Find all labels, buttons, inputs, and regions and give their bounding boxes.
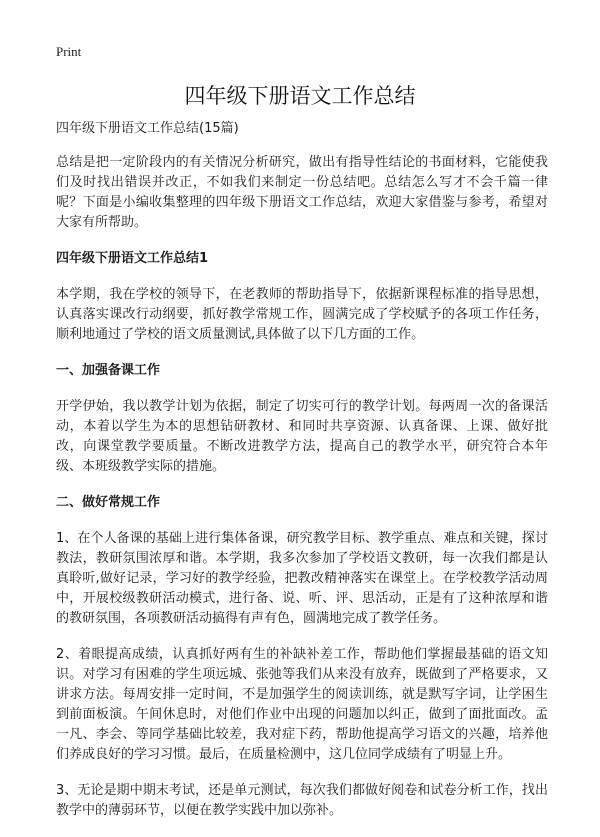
- page-title: 四年级下册语文工作总结: [184, 84, 416, 108]
- part2-heading: 二、做好常规工作: [56, 495, 161, 510]
- part1-heading: 一、加强备课工作: [56, 363, 161, 378]
- section-heading: 四年级下册语文工作总结1: [56, 251, 209, 266]
- part2-item-2: 2、着眼提高成绩，认真抓好两有生的补缺补差工作，帮助他们掌握最基础的语文知识。对学习有困难的学生项远城、张弛等我们从来没有放弃，既做到了严格要求，又讲求方法。每周安排一定时间，不是加强学生的阅读训练，就是默写字词，让学困生到前面板演。午间休息时，对他们作业中出现的问题加以纠正，做到了面批面改。孟一凡、李会、等同学基础比较差，我对症下药，帮助他提高学习语文的兴趣，培养他们养成良好的学习习惯。最后，在质量检测中，这几位同学成绩有了明显上升。: [56, 647, 548, 762]
- document-body: [56, 119, 548, 837]
- part1-paragraph: 开学伊始，我以教学计划为依据，制定了切实可行的教学计划。每两周一次的备课活动，本着以学生为本的思想钻研教材、和同时共享资源、认真备课、上课、做好批改，向课堂教学要质量。不断改进教学方法，提高自己的教学水平，研究符合本年级、本班级教学实际的措施。: [56, 399, 548, 474]
- intro-paragraph: 总结是把一定阶段内的有关情况分析研究，做出有指导性结论的书面材料，它能使我们及时找出错误并改正，不如我们来制定一份总结吧。总结怎么写才不会千篇一律呢？下面是小编收集整理的四年级下册语文工作总结，欢迎大家借鉴与参考，希望对大家有所帮助。: [56, 155, 548, 230]
- part2-item-3: 3、无论是期中期末考试，还是单元测试，每次我们都做好阅卷和试卷分析工作，找出教学中的薄弱环节，以便在教学实践中加以弥补。: [56, 783, 548, 818]
- section-intro-paragraph: 本学期，我在学校的领导下，在老教师的帮助指导下，依据新课程标准的指导思想，认真落实课改行动纲要，抓好教学常规工作，圆满完成了学校赋予的各项工作任务，顺利地通过了学校的语文质量测试,具体做了以下几方面的工作。: [56, 287, 548, 342]
- print-link[interactable]: Print: [56, 44, 82, 59]
- part2-item-1: 1、在个人备课的基础上进行集体备课，研究教学目标、教学重点、难点和关键，探讨教法，教研氛围浓厚和谐。本学期，我多次参加了学校语文教研，每一次我们都是认真聆听,做好记录，学习好的教学经验，把教改精神落实在课堂上。在学校教学活动周中，开展校级教研活动模式，进行备、说、听、评、思活动，正是有了这种浓厚和谐的教研氛围，各项教研活动搞得有声有色，圆满地完成了教学任务。: [56, 531, 548, 626]
- document-subtitle: 四年级下册语文工作总结(15篇): [56, 121, 239, 136]
